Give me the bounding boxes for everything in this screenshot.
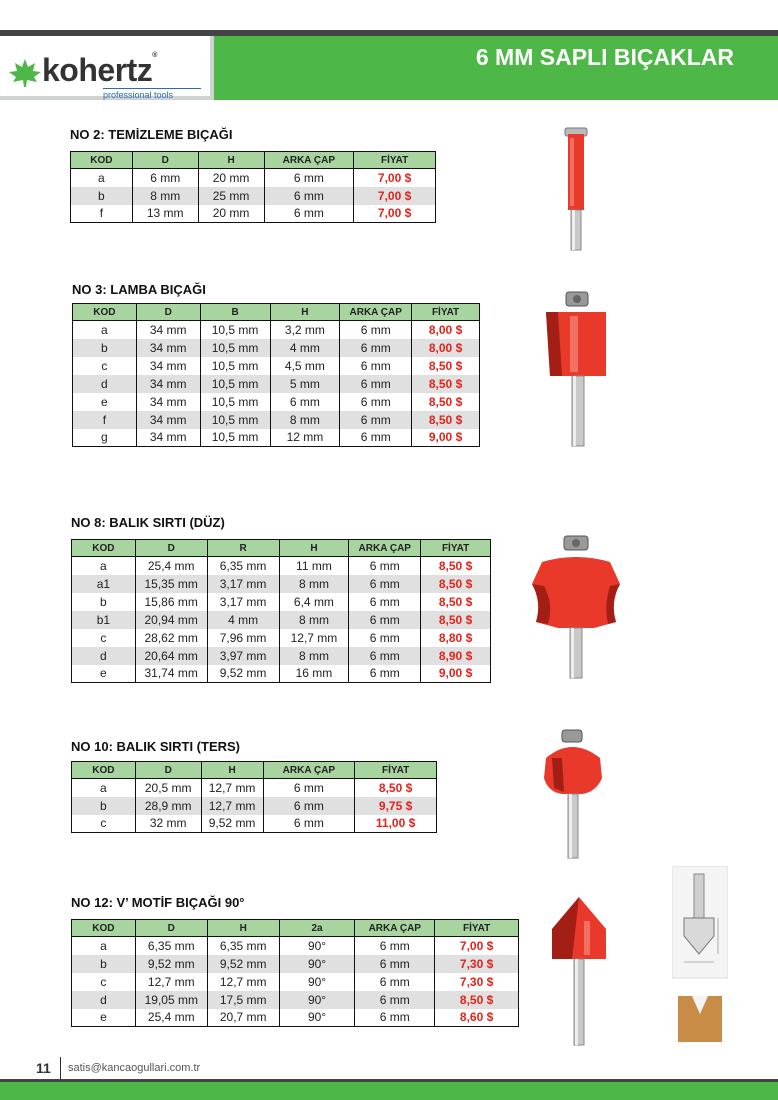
table-cell: a (72, 557, 136, 575)
price-cell: 9,00 $ (412, 429, 480, 447)
column-header: FİYAT (412, 304, 480, 321)
table-cell: a (72, 779, 136, 797)
table-cell: e (73, 393, 137, 411)
table-cell: 6 mm (263, 797, 355, 815)
table-cell: 6 mm (132, 169, 198, 187)
table-cell: 6 mm (355, 973, 435, 991)
table-row (73, 393, 480, 411)
table-cell: 6 mm (264, 187, 354, 205)
table-cell: 10,5 mm (200, 321, 270, 339)
table-row (72, 665, 491, 683)
table-cell: a (72, 937, 136, 955)
table-cell: a (71, 169, 133, 187)
price-cell: 8,50 $ (412, 393, 480, 411)
table-cell: 10,5 mm (200, 411, 270, 429)
table-cell: 4,5 mm (270, 357, 340, 375)
column-header: FİYAT (355, 762, 437, 779)
table-cell: 3,17 mm (207, 593, 279, 611)
column-header: D (132, 152, 198, 169)
column-header: D (135, 540, 207, 557)
table-cell: b (72, 797, 136, 815)
table-cell: 3,17 mm (207, 575, 279, 593)
table-cell: 10,5 mm (200, 357, 270, 375)
table-cell: 13 mm (132, 205, 198, 223)
table-cell: 12,7 mm (207, 973, 279, 991)
table-cell: 9,52 mm (207, 665, 279, 683)
table-cell: 90° (279, 937, 355, 955)
table-cell: 28,9 mm (135, 797, 201, 815)
table-cell: 19,05 mm (135, 991, 207, 1009)
footer-email: satis@kancaogullari.com.tr (68, 1062, 201, 1074)
table-cell: 8 mm (270, 411, 340, 429)
table-row (73, 321, 480, 339)
price-cell: 7,30 $ (435, 973, 519, 991)
table-header-row (72, 540, 491, 557)
table-cell: c (72, 815, 136, 833)
column-header: D (136, 304, 200, 321)
column-header: D (135, 762, 201, 779)
price-cell: 9,75 $ (355, 797, 437, 815)
table-cell: 10,5 mm (200, 375, 270, 393)
table-cell: 6,35 mm (207, 937, 279, 955)
table-cell: 6,35 mm (207, 557, 279, 575)
section-title: NO 10: BALIK SIRTI (TERS) (71, 739, 241, 754)
table-cell: 6 mm (355, 991, 435, 1009)
table-cell: 6 mm (340, 375, 412, 393)
table-cell: 4 mm (207, 611, 279, 629)
spec-table (71, 761, 437, 833)
column-header: KOD (72, 762, 136, 779)
column-header: FİYAT (354, 152, 436, 169)
table-cell: 20,64 mm (135, 647, 207, 665)
table-cell: 11 mm (279, 557, 349, 575)
rabbet-bit-image (540, 290, 616, 450)
table-cell: 12,7 mm (201, 779, 263, 797)
table-cell: 6 mm (340, 321, 412, 339)
column-header: ARKA ÇAP (355, 920, 435, 937)
column-header: H (270, 304, 340, 321)
table-cell: 15,35 mm (135, 575, 207, 593)
table-cell: 34 mm (136, 429, 200, 447)
table-row (71, 169, 436, 187)
price-cell: 8,50 $ (421, 593, 491, 611)
table-cell: b (71, 187, 133, 205)
table-cell: 6,35 mm (135, 937, 207, 955)
section-title: NO 2: TEMİZLEME BIÇAĞI (70, 127, 233, 142)
spec-table (71, 919, 519, 1027)
table-cell: b (73, 339, 137, 357)
table-cell: 6 mm (263, 779, 355, 797)
table-cell: 6 mm (340, 393, 412, 411)
table-row (72, 955, 519, 973)
brand-tagline: professional tools (103, 88, 201, 100)
table-cell: 31,74 mm (135, 665, 207, 683)
table-cell: 6 mm (340, 357, 412, 375)
brand-logo: kohertz® (42, 52, 157, 88)
spec-table (70, 151, 436, 223)
table-cell: 6 mm (349, 575, 421, 593)
table-cell: 90° (279, 1009, 355, 1027)
column-header: KOD (72, 920, 136, 937)
table-row (73, 339, 480, 357)
table-row (72, 973, 519, 991)
column-header: FİYAT (421, 540, 491, 557)
table-row (72, 1009, 519, 1027)
table-cell: 32 mm (135, 815, 201, 833)
table-cell: d (72, 647, 136, 665)
column-header: D (135, 920, 207, 937)
table-cell: 12,7 mm (135, 973, 207, 991)
table-cell: e (72, 1009, 136, 1027)
table-cell: 6 mm (264, 169, 354, 187)
table-cell: 90° (279, 973, 355, 991)
table-cell: 34 mm (136, 339, 200, 357)
table-row (72, 629, 491, 647)
table-cell: 6 mm (355, 1009, 435, 1027)
table-cell: g (73, 429, 137, 447)
reverse-ogee-bit-image (538, 728, 608, 862)
table-cell: c (73, 357, 137, 375)
table-cell: 90° (279, 955, 355, 973)
page-title: 6 MM SAPLI BIÇAKLAR (475, 44, 734, 70)
table-cell: 6 mm (349, 611, 421, 629)
table-row (71, 205, 436, 223)
table-cell: 90° (279, 991, 355, 1009)
v-groove-bit-image (544, 893, 614, 1049)
price-cell: 7,00 $ (354, 205, 436, 223)
price-cell: 7,00 $ (435, 937, 519, 955)
table-cell: 4 mm (270, 339, 340, 357)
table-cell: c (72, 629, 136, 647)
table-cell: d (73, 375, 137, 393)
section-title: NO 8: BALIK SIRTI (DÜZ) (71, 515, 225, 530)
column-header: FİYAT (435, 920, 519, 937)
table-cell: f (73, 411, 137, 429)
price-cell: 11,00 $ (355, 815, 437, 833)
column-header: ARKA ÇAP (263, 762, 355, 779)
price-cell: 8,00 $ (412, 339, 480, 357)
column-header: H (279, 540, 349, 557)
table-row (73, 357, 480, 375)
table-cell: 17,5 mm (207, 991, 279, 1009)
table-cell: 6 mm (355, 955, 435, 973)
table-row (72, 647, 491, 665)
table-row (72, 557, 491, 575)
price-cell: 8,50 $ (435, 991, 519, 1009)
table-cell: 16 mm (279, 665, 349, 683)
price-cell: 8,50 $ (421, 575, 491, 593)
table-row (72, 797, 437, 815)
table-row (73, 375, 480, 393)
table-row (72, 779, 437, 797)
table-cell: 20,94 mm (135, 611, 207, 629)
table-cell: 6 mm (355, 937, 435, 955)
table-cell: a1 (72, 575, 136, 593)
column-header: 2a (279, 920, 355, 937)
price-cell: 8,50 $ (412, 357, 480, 375)
table-cell: 6 mm (264, 205, 354, 223)
section-title: NO 3: LAMBA BIÇAĞI (72, 282, 206, 297)
table-header-row (73, 304, 480, 321)
table-cell: 12,7 mm (201, 797, 263, 815)
table-cell: 8 mm (279, 647, 349, 665)
price-cell: 8,80 $ (421, 629, 491, 647)
table-cell: b (72, 593, 136, 611)
table-cell: 9,52 mm (201, 815, 263, 833)
table-cell: 12,7 mm (279, 629, 349, 647)
table-cell: 5 mm (270, 375, 340, 393)
column-header: KOD (72, 540, 136, 557)
maple-leaf-icon (8, 58, 42, 88)
table-row (72, 575, 491, 593)
price-cell: 8,60 $ (435, 1009, 519, 1027)
table-cell: 6 mm (349, 665, 421, 683)
column-header: R (207, 540, 279, 557)
price-cell: 9,00 $ (421, 665, 491, 683)
column-header: H (198, 152, 264, 169)
table-header-row (72, 762, 437, 779)
table-cell: 34 mm (136, 321, 200, 339)
footer-band (0, 1082, 778, 1100)
table-cell: 9,52 mm (135, 955, 207, 973)
table-cell: 34 mm (136, 357, 200, 375)
table-cell: 6 mm (349, 557, 421, 575)
table-cell: 20,7 mm (207, 1009, 279, 1027)
column-header: ARKA ÇAP (340, 304, 412, 321)
table-cell: 20 mm (198, 205, 264, 223)
column-header: ARKA ÇAP (264, 152, 354, 169)
table-cell: 6 mm (349, 629, 421, 647)
cleaning-bit-image (556, 124, 596, 254)
table-cell: 6,4 mm (279, 593, 349, 611)
price-cell: 8,90 $ (421, 647, 491, 665)
table-row (72, 815, 437, 833)
table-cell: f (71, 205, 133, 223)
column-header: B (200, 304, 270, 321)
table-cell: a (73, 321, 137, 339)
table-cell: 3,97 mm (207, 647, 279, 665)
section-title: NO 12: V’ MOTİF BIÇAĞI 90° (71, 895, 245, 910)
table-cell: 6 mm (340, 411, 412, 429)
table-row (72, 991, 519, 1009)
table-row (72, 937, 519, 955)
column-header: H (201, 762, 263, 779)
price-cell: 7,00 $ (354, 187, 436, 205)
price-cell: 8,50 $ (421, 611, 491, 629)
table-row (72, 611, 491, 629)
table-cell: 8 mm (132, 187, 198, 205)
table-cell: 3,2 mm (270, 321, 340, 339)
column-header: KOD (71, 152, 133, 169)
table-cell: c (72, 973, 136, 991)
table-row (73, 411, 480, 429)
price-cell: 8,00 $ (412, 321, 480, 339)
table-cell: 8 mm (279, 611, 349, 629)
price-cell: 8,50 $ (355, 779, 437, 797)
spec-table (72, 303, 480, 447)
spec-table (71, 539, 491, 683)
table-cell: d (72, 991, 136, 1009)
table-cell: b1 (72, 611, 136, 629)
table-cell: 9,52 mm (207, 955, 279, 973)
table-cell: 20 mm (198, 169, 264, 187)
column-header: H (207, 920, 279, 937)
table-cell: 25,4 mm (135, 1009, 207, 1027)
table-cell: 20,5 mm (135, 779, 201, 797)
price-cell: 7,30 $ (435, 955, 519, 973)
table-cell: 6 mm (349, 647, 421, 665)
table-cell: 34 mm (136, 393, 200, 411)
page-number: 11 (36, 1060, 51, 1076)
table-header-row (72, 920, 519, 937)
ogee-bit-image (524, 532, 628, 682)
price-cell: 8,50 $ (412, 375, 480, 393)
table-cell: 15,86 mm (135, 593, 207, 611)
table-cell: 6 mm (263, 815, 355, 833)
table-cell: 6 mm (340, 339, 412, 357)
v-groove-diagram-image (672, 866, 728, 1044)
table-cell: 28,62 mm (135, 629, 207, 647)
table-cell: 10,5 mm (200, 339, 270, 357)
table-row (71, 187, 436, 205)
table-row (73, 429, 480, 447)
table-cell: 6 mm (349, 593, 421, 611)
price-cell: 7,00 $ (354, 169, 436, 187)
table-cell: 10,5 mm (200, 429, 270, 447)
table-cell: 25,4 mm (135, 557, 207, 575)
table-cell: 12 mm (270, 429, 340, 447)
table-cell: 7,96 mm (207, 629, 279, 647)
table-cell: 6 mm (340, 429, 412, 447)
table-row (72, 593, 491, 611)
table-cell: 8 mm (279, 575, 349, 593)
table-cell: e (72, 665, 136, 683)
table-cell: 34 mm (136, 411, 200, 429)
column-header: ARKA ÇAP (349, 540, 421, 557)
column-header: KOD (73, 304, 137, 321)
price-cell: 8,50 $ (412, 411, 480, 429)
table-cell: 34 mm (136, 375, 200, 393)
table-header-row (71, 152, 436, 169)
price-cell: 8,50 $ (421, 557, 491, 575)
table-cell: b (72, 955, 136, 973)
table-cell: 10,5 mm (200, 393, 270, 411)
table-cell: 25 mm (198, 187, 264, 205)
table-cell: 6 mm (270, 393, 340, 411)
